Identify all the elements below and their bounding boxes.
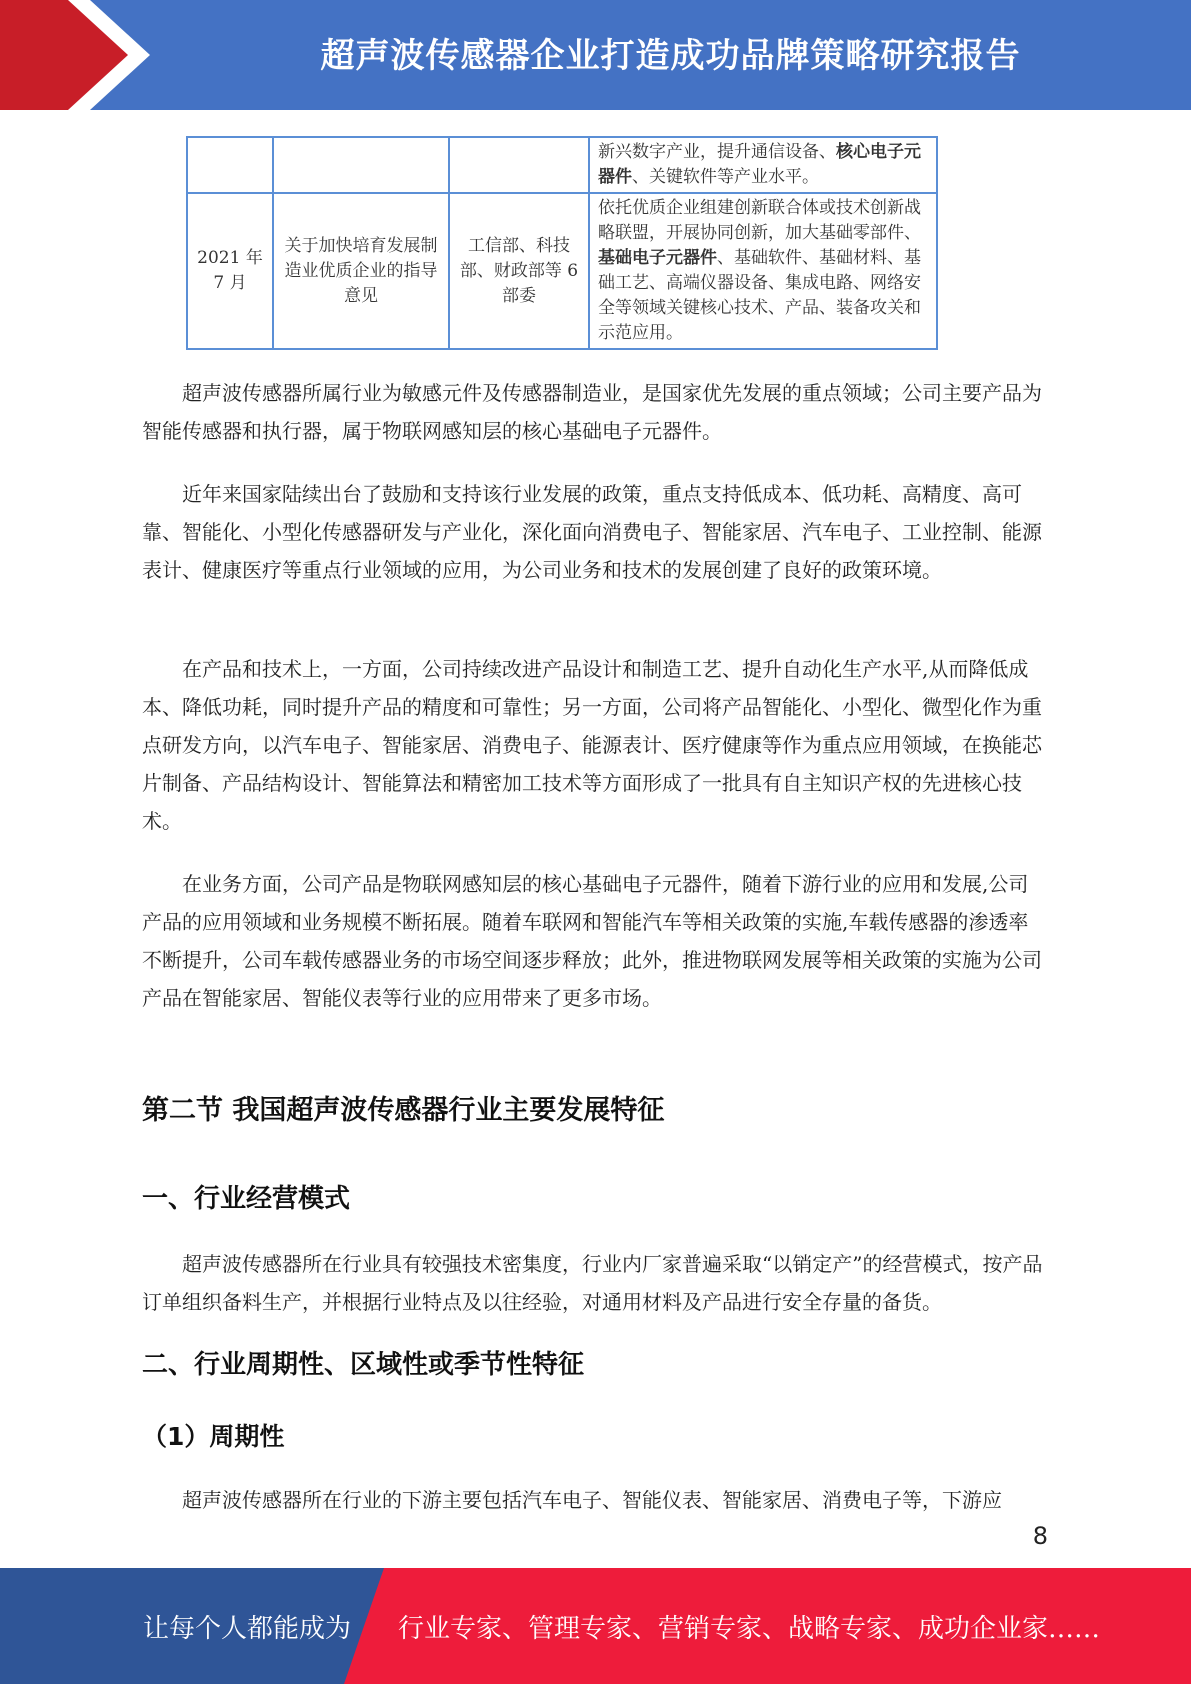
page-footer (0, 1568, 1191, 1684)
table-cell-content (589, 193, 937, 349)
table-cell-issuer (449, 137, 589, 193)
body-paragraph: 超声波传感器所属行业为敏感元件及传感器制造业，是国家优先发展的重点领域；公司主要产品为智能传感器和执行器，属于物联网感知层的核心基础电子元器件。 (142, 381, 1042, 443)
body-paragraph: 超声波传感器所在行业具有较强技术密集度，行业内厂家普遍采取“以销定产”的经营模式，按产品订单组织备料生产，并根据行业特点及以往经验，对通用材料及产品进行安全存量的备货。 (142, 1252, 1043, 1314)
table-cell-name: 关于加快培育发展制造业优质企业的指导意见 (273, 193, 449, 349)
table-row (187, 137, 937, 193)
content-text: 依托优质企业组建创新联合体或技术创新战略联盟，开展协同创新，加大基础零部件、 (598, 198, 921, 243)
table-cell-content (589, 137, 937, 193)
page-header (0, 0, 1191, 110)
table-cell-issuer: 工信部、科技部、财政部等 6 部委 (449, 193, 589, 349)
report-title: 超声波传感器企业打造成功品牌策略研究报告 (320, 36, 1021, 76)
subsection-title: 二、行业周期性、区域性或季节性特征 (142, 1350, 585, 1380)
footer-slogan-right: 行业专家、管理专家、营销专家、战略专家、成功企业家…… (398, 1614, 1101, 1644)
content-text: 、关键软件等产业水平。 (632, 167, 819, 187)
table-cell-date (187, 137, 273, 193)
table-row (187, 193, 937, 349)
content-text: 新兴数字产业，提升通信设备、 (598, 142, 836, 162)
body-paragraph: 超声波传感器所在行业的下游主要包括汽车电子、智能仪表、智能家居、消费电子等，下游应 (182, 1488, 1002, 1512)
subsubsection-title: （1）周期性 (142, 1422, 285, 1451)
table-cell-date: 2021 年 7 月 (187, 193, 273, 349)
page-number: 8 (1032, 1522, 1048, 1550)
section-title: 第二节 我国超声波传感器行业主要发展特征 (142, 1095, 665, 1126)
content-text-bold: 基础电子元器件 (598, 248, 717, 268)
subsection-title: 一、行业经营模式 (142, 1184, 351, 1214)
footer-slogan-left: 让每个人都能成为 (143, 1614, 352, 1644)
content-text-bold: 核心电子元器件 (598, 142, 921, 187)
policy-table (186, 136, 938, 350)
header-chevron-decoration (0, 0, 160, 110)
body-paragraph: 在产品和技术上，一方面，公司持续改进产品设计和制造工艺、提升自动化生产水平,从而降低成本、降低功耗，同时提升产品的精度和可靠性；另一方面，公司将产品智能化、小型化、微型化作为重点研发方向，以汽车电子、智能家居、消费电子、能源表计、医疗健康等作为重点应用领域，在换能芯片制备、产品结构设计、智能算法和精密加工技术等方面形成了一批具有自主知识产权的先进核心技术。 (142, 657, 1042, 833)
body-paragraph: 在业务方面，公司产品是物联网感知层的核心基础电子元器件，随着下游行业的应用和发展,公司产品的应用领域和业务规模不断拓展。随着车联网和智能汽车等相关政策的实施,车载传感器的渗透率不断提升，公司车载传感器业务的市场空间逐步释放；此外，推进物联网发展等相关政策的实施为公司产品在智能家居、智能仪表等行业的应用带来了更多市场。 (142, 872, 1042, 1010)
content-text: 、基础软件、基础材料、基础工艺、高端仪器设备、集成电路、网络安全等领域关键核心技术、产品、装备攻关和示范应用。 (598, 248, 921, 343)
body-paragraph: 近年来国家陆续出台了鼓励和支持该行业发展的政策，重点支持低成本、低功耗、高精度、高可靠、智能化、小型化传感器研发与产业化，深化面向消费电子、智能家居、汽车电子、工业控制、能源表计、健康医疗等重点行业领域的应用，为公司业务和技术的发展创建了良好的政策环境。 (142, 482, 1042, 582)
table-cell-name (273, 137, 449, 193)
